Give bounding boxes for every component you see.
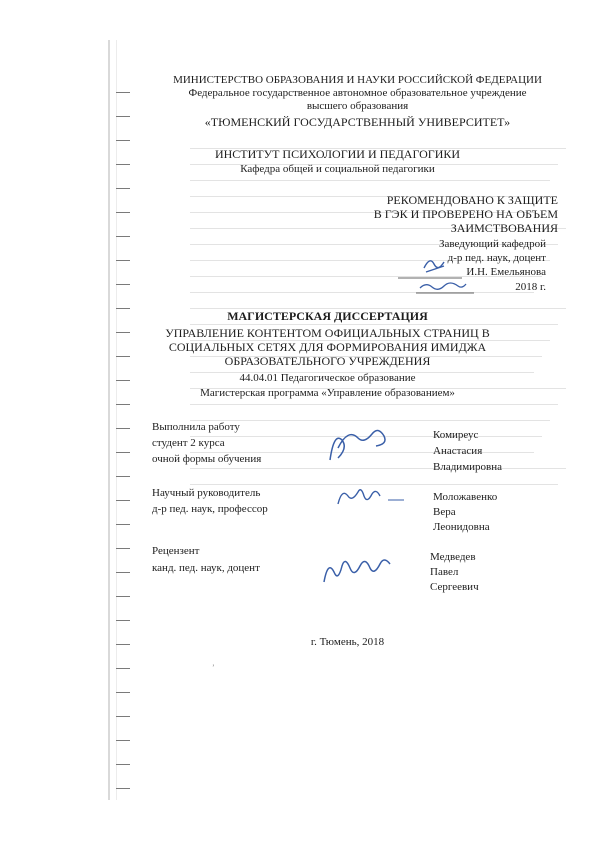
thesis-title-2: СОЦИАЛЬНЫХ СЕТЯХ ДЛЯ ФОРМИРОВАНИЯ ИМИДЖА bbox=[168, 340, 487, 354]
thesis-code: 44.04.01 Педагогическое образование bbox=[239, 372, 416, 384]
thesis-program: Магистерская программа «Управление образованием» bbox=[200, 387, 455, 399]
author-first-name: Анастасия bbox=[433, 445, 483, 457]
thesis-type: МАГИСТЕРСКАЯ ДИССЕРТАЦИЯ bbox=[227, 309, 428, 323]
federal-line-2: высшего образования bbox=[306, 100, 409, 112]
reviewer-role-2: канд. пед. наук, доцент bbox=[152, 562, 260, 574]
institute-name: ИНСТИТУТ ПСИХОЛОГИИ И ПЕДАГОГИКИ bbox=[214, 147, 461, 161]
supervisor-patronymic: Леонидовна bbox=[433, 521, 490, 533]
city-year: г. Тюмень, 2018 bbox=[310, 636, 385, 648]
federal-line-1: Федеральное государственное автономное образовательное учреждение bbox=[188, 87, 527, 99]
university-name: «ТЮМЕНСКИЙ ГОСУДАРСТВЕННЫЙ УНИВЕРСИТЕТ» bbox=[204, 115, 511, 129]
author-surname: Комиреус bbox=[433, 429, 479, 441]
reviewer-role-1: Рецензент bbox=[152, 545, 200, 557]
approval-line-3: ЗАИМСТВОВАНИЯ bbox=[450, 221, 558, 235]
reviewer-surname: Медведев bbox=[430, 551, 476, 563]
author-signature bbox=[320, 420, 400, 470]
head-title: Заведующий кафедрой bbox=[439, 238, 546, 250]
author-patronymic: Владимировна bbox=[433, 461, 503, 473]
head-name: И.Н. Емельянова bbox=[466, 266, 546, 278]
supervisor-first-name: Вера bbox=[433, 506, 456, 518]
author-role-1: Выполнила работу bbox=[152, 421, 240, 433]
supervisor-role-1: Научный руководитель bbox=[152, 487, 261, 499]
department-name: Кафедра общей и социальной педагогики bbox=[240, 163, 435, 175]
thesis-title-1: УПРАВЛЕНИЕ КОНТЕНТОМ ОФИЦИАЛЬНЫХ СТРАНИЦ В bbox=[165, 326, 490, 340]
reviewer-patronymic: Сергеевич bbox=[430, 581, 479, 593]
supervisor-signature bbox=[330, 482, 420, 516]
author-role-3: очной формы обучения bbox=[152, 453, 262, 465]
supervisor-surname: Моложавенко bbox=[433, 491, 498, 503]
head-degree: д-р пед. наук, доцент bbox=[447, 252, 546, 264]
stray-mark: ’ bbox=[212, 663, 215, 672]
approval-line-1: РЕКОМЕНДОВАНО К ЗАЩИТЕ bbox=[386, 193, 558, 207]
approval-line-2: В ГЭК И ПРОВЕРЕНО НА ОБЪЕМ bbox=[373, 207, 558, 221]
ministry-line: МИНИСТЕРСТВО ОБРАЗОВАНИЯ И НАУКИ РОССИЙСКОЙ ФЕДЕРАЦИИ bbox=[173, 74, 542, 86]
author-role-2: студент 2 курса bbox=[152, 437, 225, 449]
head-signature bbox=[396, 248, 476, 294]
reviewer-signature bbox=[318, 552, 402, 592]
approval-date: 2018 г. bbox=[515, 281, 546, 293]
thesis-title-3: ОБРАЗОВАТЕЛЬНОГО УЧРЕЖДЕНИЯ bbox=[224, 354, 431, 368]
supervisor-role-2: д-р пед. наук, профессор bbox=[152, 503, 268, 515]
reviewer-first-name: Павел bbox=[430, 566, 459, 578]
